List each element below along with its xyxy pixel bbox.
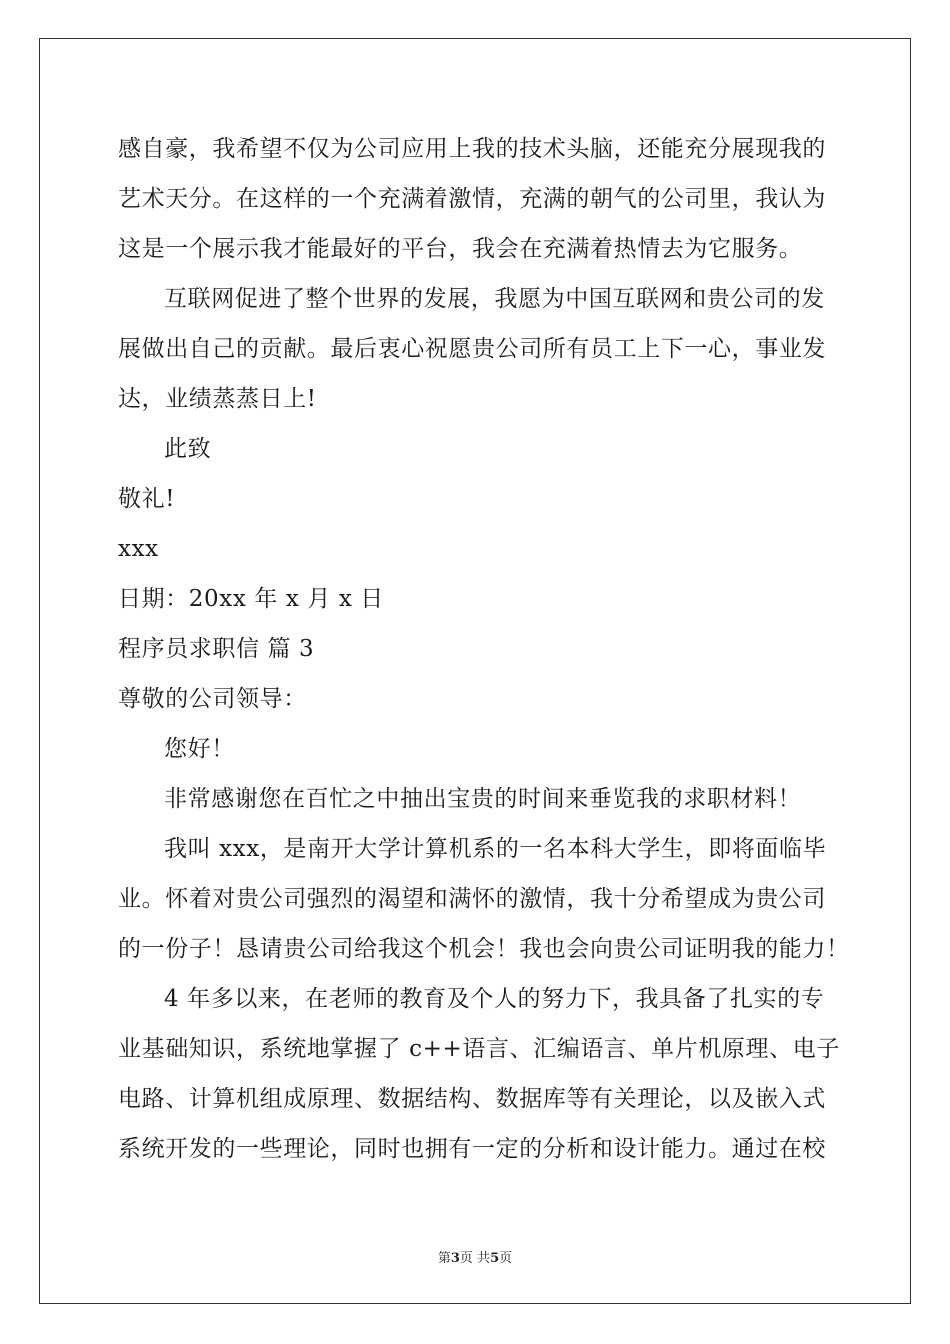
body-line-2: 艺术天分。在这样的一个充满着激情，充满的朝气的公司里，我认为 xyxy=(118,186,826,212)
body-line-19: 业基础知识，系统地掌握了 c++语言、汇编语言、单片机原理、电子 xyxy=(118,1036,840,1062)
body-line-1: 感自豪，我希望不仅为公司应用上我的技术头脑，还能充分展现我的 xyxy=(118,136,826,162)
body-line-6: 达，业绩蒸蒸日上! xyxy=(118,386,317,412)
paragraph-start-intro: 我叫 xxx，是南开大学计算机系的一名本科大学生，即将面临毕 xyxy=(164,836,827,862)
footer-mid: 页 共 xyxy=(459,1251,491,1266)
paragraph-start-internet: 互联网促进了整个世界的发展，我愿为中国互联网和贵公司的发 xyxy=(164,286,825,312)
closing-jingli: 敬礼! xyxy=(118,486,176,512)
date-line: 日期：20xx 年 x 月 x 日 xyxy=(118,586,384,612)
page-border xyxy=(39,38,911,1304)
footer-suffix: 页 xyxy=(499,1251,513,1266)
body-line-16: 业。怀着对贵公司强烈的渴望和满怀的激情，我十分希望成为贵公司 xyxy=(118,886,826,912)
greeting: 您好！ xyxy=(164,736,235,762)
body-line-20: 电路、计算机组成原理、数据结构、数据库等有关理论，以及嵌入式 xyxy=(118,1086,826,1112)
body-line-21: 系统开发的一些理论，同时也拥有一定的分析和设计能力。通过在校 xyxy=(118,1136,826,1162)
body-line-5: 展做出自己的贡献。最后衷心祝愿贵公司所有员工上下一心，事业发 xyxy=(118,336,826,362)
signature-name: xxx xyxy=(118,536,159,562)
footer-page-number: 3 xyxy=(450,1251,460,1266)
section-title: 程序员求职信 篇 3 xyxy=(118,636,315,662)
body-line-17: 的一份子！恳请贵公司给我这个机会！我也会向贵公司证明我的能力！ xyxy=(118,936,850,962)
body-line-3: 这是一个展示我才能最好的平台，我会在充满着热情去为它服务。 xyxy=(118,236,803,262)
thanks-line: 非常感谢您在百忙之中抽出宝贵的时间来垂览我的求职材料！ xyxy=(164,786,802,812)
footer-total-pages: 5 xyxy=(490,1251,500,1266)
paragraph-start-skills: 4 年多以来，在老师的教育及个人的努力下，我具备了扎实的专 xyxy=(164,986,825,1012)
closing-cizhi: 此致 xyxy=(164,436,212,462)
page-footer xyxy=(0,1247,950,1266)
salutation: 尊敬的公司领导： xyxy=(118,686,307,712)
footer-prefix: 第 xyxy=(437,1251,451,1266)
